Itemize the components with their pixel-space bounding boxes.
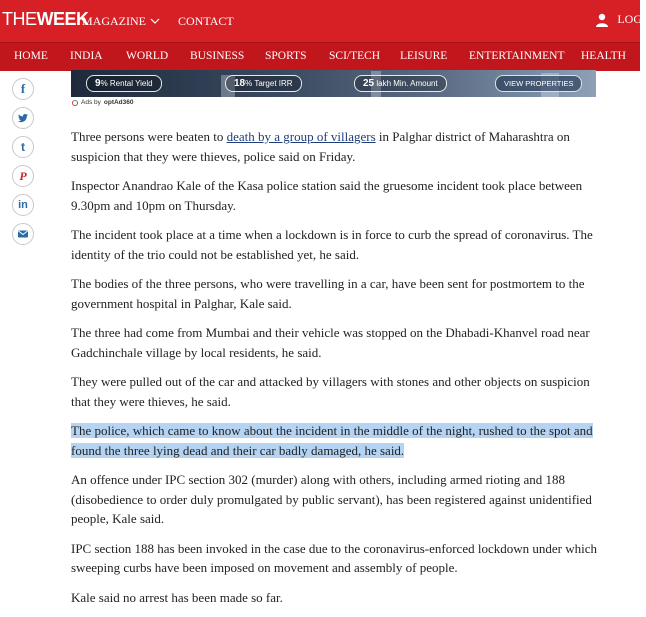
section-nav-item-entertainment[interactable]: ENTERTAINMENT — [469, 50, 565, 62]
article-paragraph-selected — [71, 421, 601, 460]
site-logo[interactable]: THEWEEK — [2, 9, 89, 29]
magazine-menu[interactable]: MAGAZINE — [82, 14, 160, 29]
article-paragraph: The three had come from Mumbai and their vehicle was stopped on the Dhabadi-Khanvel road near Gadchinchale village by local residents, he said. — [71, 325, 590, 360]
linkedin-icon: in — [18, 199, 28, 211]
tumblr-icon: t — [21, 140, 25, 154]
ads-by-attribution[interactable]: Ads by optAd360 — [72, 99, 134, 106]
contact-link[interactable]: CONTACT — [178, 14, 234, 28]
email-icon — [17, 228, 29, 240]
article-paragraph: The bodies of the three persons, who were travelling in a car, have been sent for postmortem to the government hospital in Palghar, Kale said. — [71, 276, 585, 311]
ad-banner[interactable] — [71, 70, 596, 97]
article-paragraph: They were pulled out of the car and attacked by villagers with stones and other objects on suspicion that they were thieves, he said. — [71, 374, 590, 409]
twitter-icon — [17, 112, 29, 124]
article-paragraph: IPC section 188 has been invoked in the case due to the coronavirus-enforced lockdown under which sweeping curbs have been imposed on movement and assembly of people. — [71, 540, 597, 575]
section-nav-item-sports[interactable]: SPORTS — [265, 50, 307, 62]
facebook-share-button[interactable] — [12, 78, 34, 100]
pinterest-share-button[interactable] — [12, 165, 34, 187]
section-nav-item-world[interactable]: WORLD — [126, 50, 169, 62]
email-share-button[interactable] — [12, 223, 34, 245]
twitter-share-button[interactable] — [12, 107, 34, 129]
article-paragraph: Three persons were beaten to death by a group of villagers in Palghar district of Maharashtra on suspicion that they were thieves, police said on Friday. — [71, 129, 570, 164]
optad-logo-icon — [72, 100, 78, 106]
article-body — [71, 127, 601, 617]
chevron-down-icon — [150, 17, 160, 28]
pinterest-icon: P — [19, 168, 27, 183]
linkedin-share-button[interactable] — [12, 194, 34, 216]
section-nav-item-scitech[interactable]: SCI/TECH — [329, 50, 381, 62]
section-nav-item-leisure[interactable]: LEISURE — [400, 50, 448, 62]
article-paragraph: An offence under IPC section 302 (murder) along with others, including armed rioting and 188 (disobedience to order duly promulgated by public servant), has been registered against unidentified people, Kale said. — [71, 472, 592, 526]
top-header — [0, 0, 646, 42]
section-nav-item-india[interactable]: INDIA — [70, 50, 103, 62]
login-button[interactable]: LOGI — [595, 12, 646, 27]
ad-pill-target-irr: 18% Target IRR — [225, 75, 302, 92]
user-icon — [595, 13, 609, 27]
article-paragraph: Inspector Anandrao Kale of the Kasa police station said the gruesome incident took place between 9.30pm and 10pm on Thursday. — [71, 178, 583, 213]
section-nav — [0, 42, 640, 71]
section-nav-item-business[interactable]: BUSINESS — [190, 50, 245, 62]
share-rail — [12, 78, 34, 245]
article-paragraph: The incident took place at a time when a lockdown is in force to curb the spread of coronavirus. The identity of the trio could not be established yet, he said. — [71, 227, 593, 262]
top-nav — [82, 14, 234, 29]
ad-pill-min-amount: 25 lakh Min. Amount — [354, 75, 447, 92]
section-nav-item-home[interactable]: HOME — [14, 50, 48, 62]
article-link-death-by-villagers[interactable]: death by a group of villagers — [226, 129, 376, 144]
article-paragraph: Kale said no arrest has been made so far. — [71, 589, 283, 605]
ad-pill-rental-yield: 9% Rental Yield — [86, 75, 162, 92]
facebook-icon: f — [20, 81, 26, 96]
tumblr-share-button[interactable] — [12, 136, 34, 158]
section-nav-item-health[interactable]: HEALTH — [581, 50, 626, 62]
text-selection: The police, which came to know about the incident in the middle of the night, rushed to the spot and found the three lying dead and their car badly damaged, he said. — [71, 423, 593, 458]
ad-view-properties-button[interactable]: VIEW PROPERTIES — [495, 75, 582, 92]
